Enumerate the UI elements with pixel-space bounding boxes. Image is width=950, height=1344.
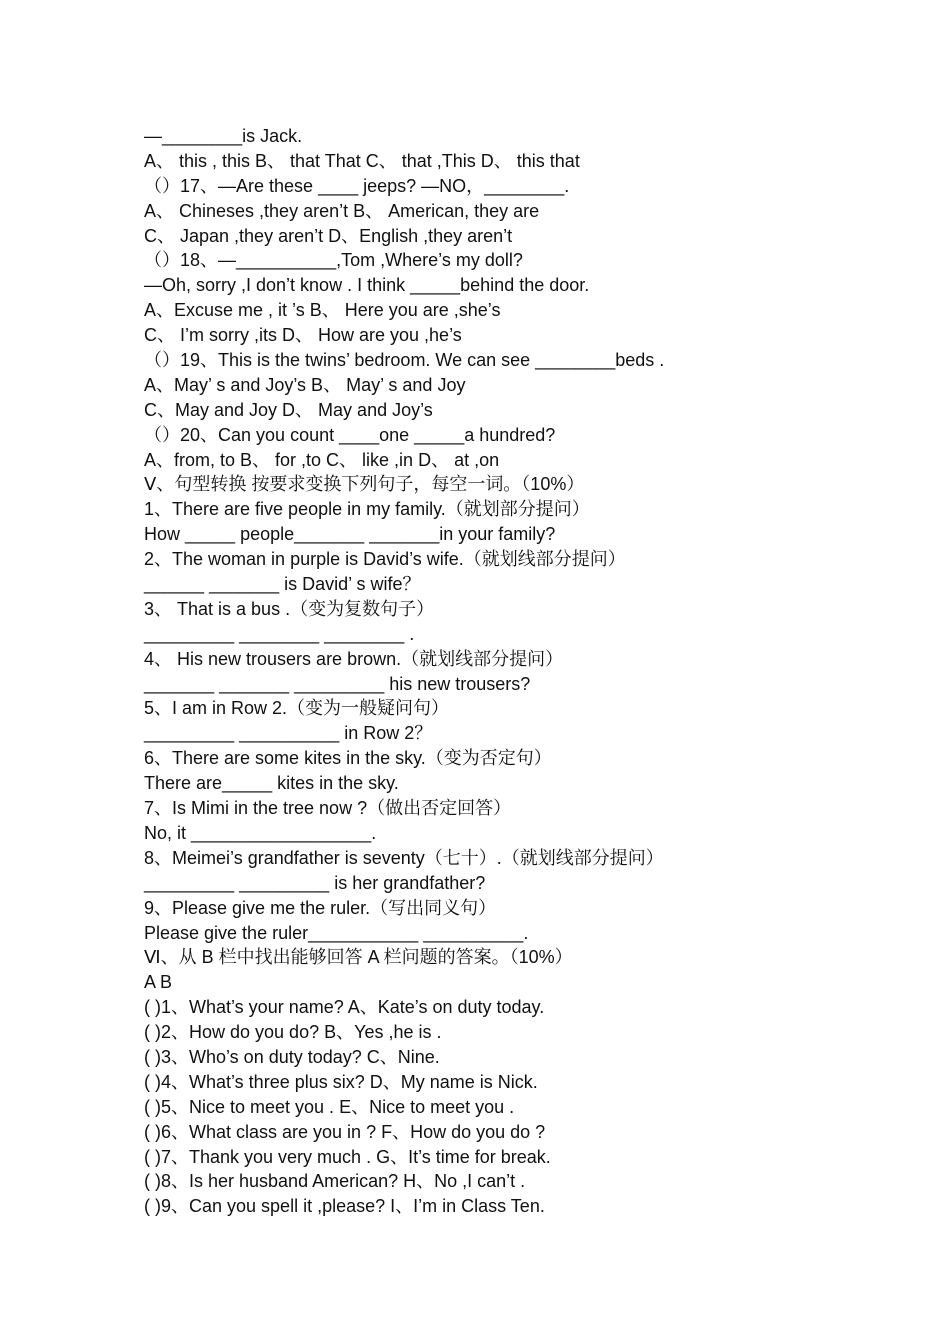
text-line: Please give the ruler___________ __________.	[144, 922, 529, 943]
text-line: （）19、This is the twins’ bedroom. We can see ________beds .	[144, 350, 665, 371]
matching-item: ( )9、Can you spell it ,please? I、I’m in Class Ten.	[144, 1196, 545, 1217]
worksheet-page	[144, 124, 924, 1219]
text-line: 8、Meimei’s grandfather is seventy（七十）.（就划线部分提问）	[144, 847, 664, 868]
text-line: 3、 That is a bus .（变为复数句子）	[144, 598, 435, 619]
text-line: 2、The woman in purple is David’s wife.（就划线部分提问）	[144, 549, 626, 570]
text-line: （）20、Can you count ____one _____a hundred?	[144, 424, 556, 445]
matching-item: ( )6、What class are you in ? F、How do you do ?	[144, 1121, 546, 1142]
text-line: C、 Japan ,they aren’t D、English ,they aren’t	[144, 225, 513, 246]
matching-item: ( )1、What’s your name? A、Kate’s on duty today.	[144, 997, 545, 1018]
text-line: C、 I’m sorry ,its D、 How are you ,he’s	[144, 325, 462, 346]
text-line: —________is Jack.	[144, 126, 303, 146]
text-line: （）18、—__________,Tom ,Where’s my doll?	[144, 250, 523, 271]
text-line: ______ _______ is David’ s wife？	[144, 574, 421, 595]
text-line: A、 this , this B、 that That C、 that ,This D、 this that	[144, 150, 580, 171]
matching-item: ( )2、How do you do? B、Yes ,he is .	[144, 1022, 442, 1043]
text-line: 9、Please give me the ruler.（写出同义句）	[144, 897, 497, 918]
text-line: _________ _________ is her grandfather?	[144, 872, 486, 893]
text-line: 5、I am in Row 2.（变为一般疑问句）	[144, 698, 450, 719]
matching-item: ( )5、Nice to meet you . E、Nice to meet you .	[144, 1096, 515, 1117]
matching-item: ( )8、Is her husband American? H、No ,I can’t .	[144, 1171, 526, 1192]
text-line: A、May’ s and Joy’s B、 May’ s and Joy	[144, 374, 466, 395]
text-line: （）17、—Are these ____ jeeps? —NO，________.	[144, 175, 570, 196]
text-line: How _____ people_______ _______in your family?	[144, 524, 556, 545]
section-heading: Ⅴ、句型转换 按要求变换下列句子，每空一词。（10%）	[144, 474, 585, 495]
text-line: 7、Is Mimi in the tree now ?（做出否定回答）	[144, 798, 512, 819]
text-line: A、Excuse me , it ’s B、 Here you are ,she’s	[144, 300, 501, 321]
text-line: 4、 His new trousers are brown.（就划线部分提问）	[144, 648, 564, 669]
matching-item: ( )3、Who’s on duty today? C、Nine.	[144, 1046, 440, 1067]
text-line: A、 Chineses ,they aren’t B、 American, they are	[144, 200, 540, 221]
matching-item: ( )7、Thank you very much . G、It’s time for break.	[144, 1146, 551, 1167]
text-line: _________ ________ ________ .	[144, 623, 415, 644]
column-headers: A B	[144, 972, 173, 993]
text-line: —Oh, sorry ,I don’t know . I think _____behind the door.	[144, 275, 590, 296]
text-line: _______ _______ _________ his new trousers?	[144, 673, 531, 694]
text-line: 6、There are some kites in the sky.（变为否定句）	[144, 748, 552, 769]
text-line: 1、There are five people in my family.（就划部分提问）	[144, 499, 590, 520]
text-line: A、from, to B、 for ,to C、 like ,in D、 at ,on	[144, 449, 500, 470]
text-line: _________ __________ in Row 2？	[144, 723, 433, 744]
text-line: C、May and Joy D、 May and Joy’s	[144, 399, 433, 420]
text-line: No, it __________________.	[144, 822, 377, 843]
section-heading: Ⅵ、从 B 栏中找出能够回答 A 栏问题的答案。（10%）	[144, 947, 573, 968]
text-line: There are_____ kites in the sky.	[144, 773, 399, 794]
matching-item: ( )4、What’s three plus six? D、My name is Nick.	[144, 1071, 538, 1092]
